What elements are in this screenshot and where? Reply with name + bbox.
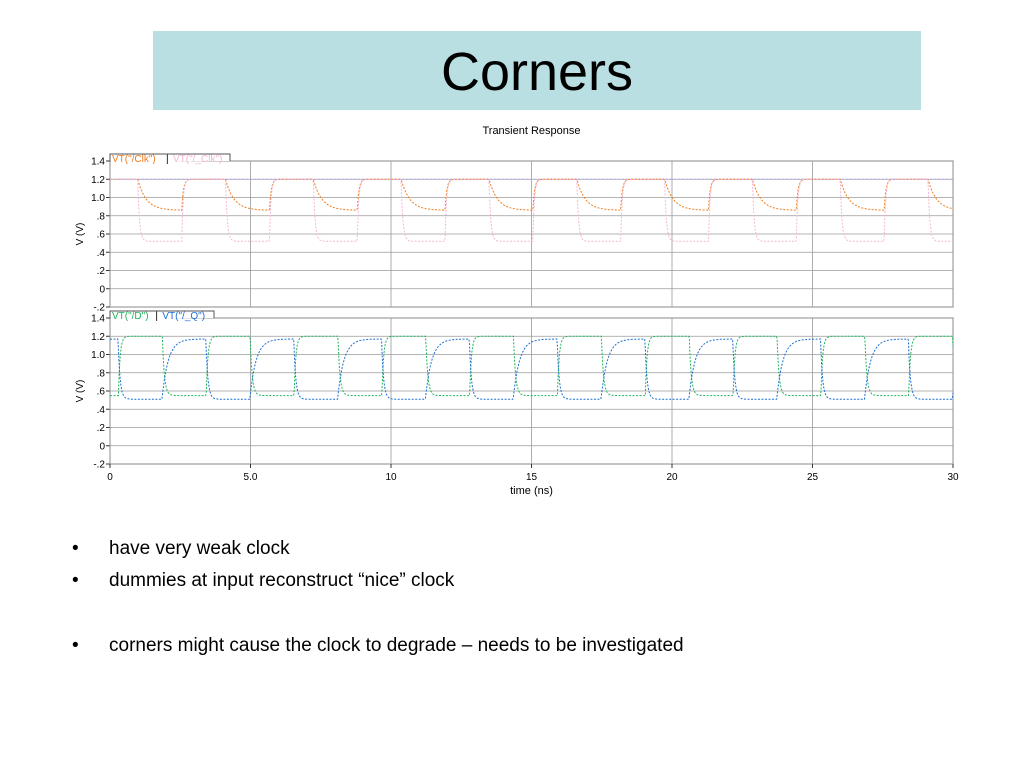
y-axis-label: V (V)	[75, 222, 86, 246]
x-tick-label: 10	[385, 472, 397, 483]
y-tick-label: 1.4	[91, 313, 105, 325]
bullet-text: dummies at input reconstruct “nice” clock	[109, 570, 455, 591]
x-tick-label: 30	[947, 472, 959, 483]
bullet-dot: •	[72, 570, 79, 591]
y-axis-label: V (V)	[75, 379, 86, 403]
y-tick-label: 1.4	[91, 156, 105, 168]
legend-entry: VT("/_Clk")	[173, 154, 223, 165]
x-tick-label: 15	[525, 472, 538, 483]
y-tick-label: .6	[96, 386, 105, 398]
x-tick-label: 5.0	[243, 472, 258, 483]
legend-separator: |	[155, 311, 159, 322]
x-tick-label: 25	[806, 472, 819, 483]
bullet-dot: •	[72, 538, 79, 559]
y-tick-label: 1.0	[91, 193, 105, 204]
x-axis-label: time (ns)	[510, 485, 553, 497]
y-tick-label: 1.2	[91, 331, 105, 343]
y-tick-label: 0	[99, 284, 105, 296]
y-tick-label: .8	[96, 211, 105, 223]
slide-title: Corners	[440, 42, 634, 102]
legend-entry: VT("/D")	[112, 311, 149, 322]
y-tick-label: .2	[96, 423, 105, 434]
y-tick-label: .6	[96, 229, 105, 241]
bullet-item	[72, 537, 684, 569]
chart-title: Transient Response	[482, 125, 581, 137]
y-tick-label: .8	[96, 368, 105, 380]
y-tick-label: 1.2	[91, 174, 105, 186]
bullet-text: corners might cause the clock to degrade – needs to be investigated	[109, 635, 684, 656]
y-tick-label: .2	[96, 266, 105, 277]
y-tick-label: 1.0	[91, 350, 105, 361]
legend-entry: VT("/_Q")	[162, 311, 206, 322]
legend-separator: |	[166, 154, 169, 165]
y-tick-label: -.2	[93, 459, 105, 471]
x-tick-label: 0	[107, 472, 113, 483]
bullet-item	[72, 634, 684, 666]
y-tick-label: -.2	[93, 302, 105, 314]
y-tick-label: .4	[96, 404, 105, 416]
bullet-list	[72, 537, 684, 666]
y-tick-label: 0	[99, 441, 105, 453]
legend-entry: VT("/Clk")	[112, 154, 156, 165]
bullet-item	[72, 569, 684, 601]
bullet-dot: •	[72, 635, 79, 656]
x-tick-label: 20	[666, 472, 678, 483]
bullet-text: have very weak clock	[109, 538, 290, 559]
y-tick-label: .4	[96, 247, 105, 259]
